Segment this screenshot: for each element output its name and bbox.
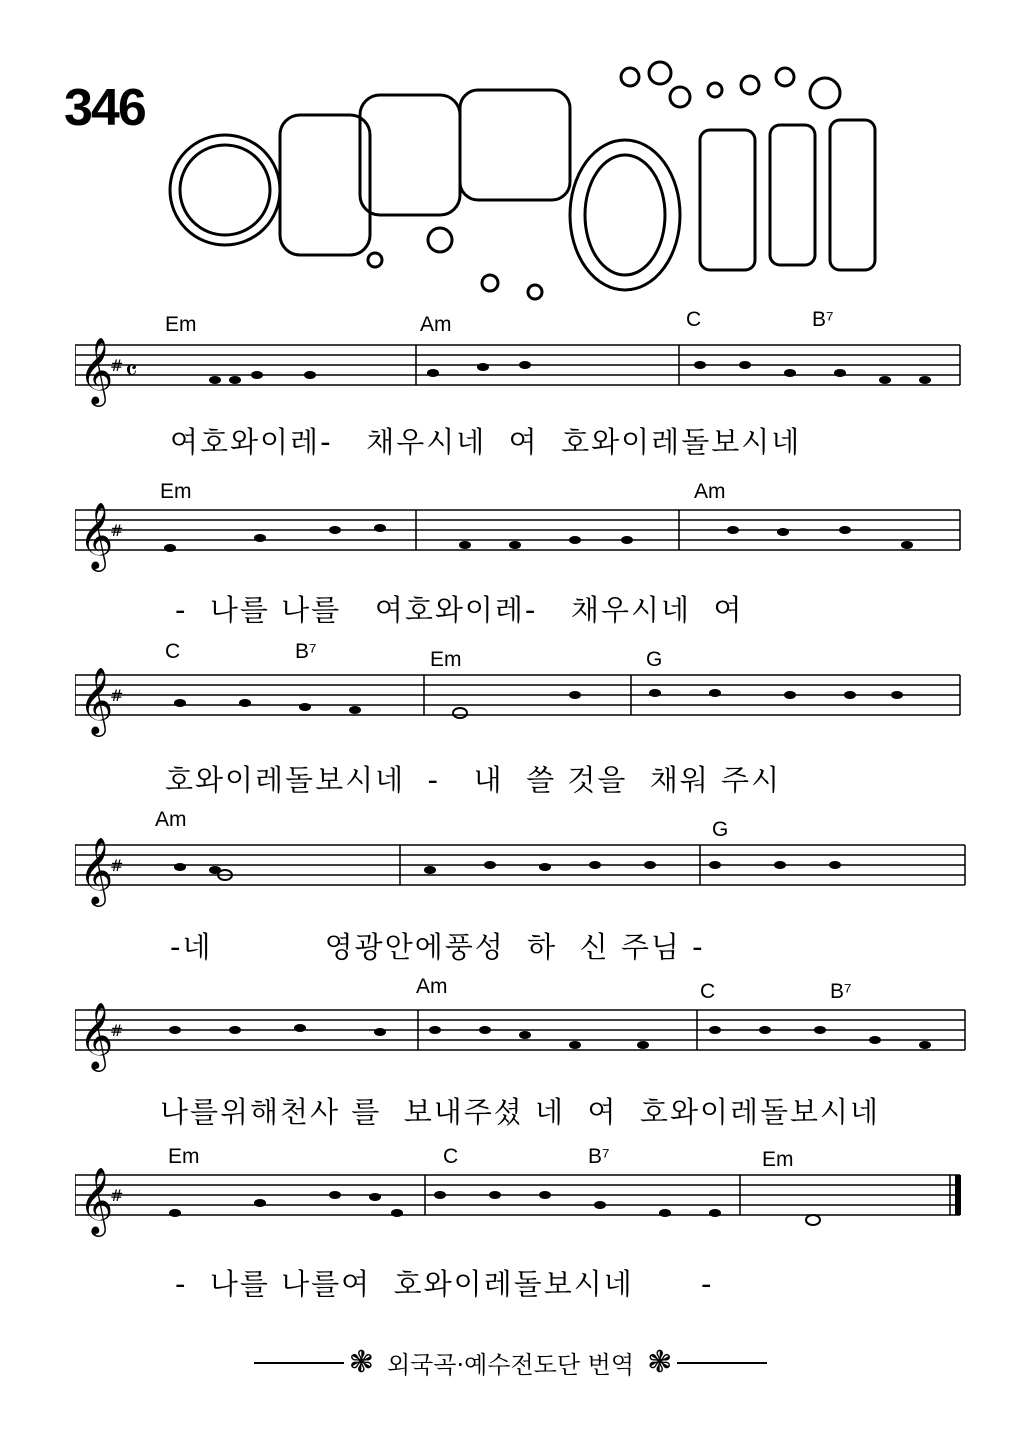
lyric-line: - 나를 나를 여호와이레- 채우시네 여 bbox=[175, 593, 744, 627]
chord: C bbox=[165, 640, 181, 663]
chord: B⁷ bbox=[588, 1145, 610, 1168]
chord: G bbox=[712, 818, 729, 841]
svg-text:𝄴: 𝄴 bbox=[125, 354, 138, 387]
svg-text:𝄞: 𝄞 bbox=[79, 501, 114, 569]
chord: Em bbox=[168, 1145, 200, 1168]
chord: Am bbox=[416, 975, 448, 998]
svg-text:#: # bbox=[110, 356, 124, 375]
svg-text:𝄞: 𝄞 bbox=[79, 836, 114, 904]
credit-text: 외국곡·예수전도단 번역 bbox=[386, 1351, 635, 1379]
chord: B⁷ bbox=[830, 980, 852, 1003]
chord: Am bbox=[420, 313, 452, 336]
svg-text:#: # bbox=[110, 856, 124, 875]
svg-text:𝄞: 𝄞 bbox=[79, 336, 114, 404]
lyric-line: 호와이레돌보시네 - 내 쓸 것을 채워 주시 bbox=[165, 763, 782, 797]
flower-icon: ❃ bbox=[348, 1345, 374, 1380]
chord: C bbox=[686, 308, 702, 331]
svg-text:𝄞: 𝄞 bbox=[79, 1001, 114, 1069]
music-staff bbox=[75, 1165, 970, 1240]
music-staff bbox=[75, 835, 970, 910]
lyric-line: - 나를 나를여 호와이레돌보시네 - bbox=[175, 1267, 714, 1301]
svg-text:𝄞: 𝄞 bbox=[79, 1166, 114, 1234]
chord: Am bbox=[155, 808, 187, 831]
music-staff bbox=[75, 335, 965, 410]
chord: C bbox=[443, 1145, 459, 1168]
lyric-line: 여호와이레- 채우시네 여 호와이레돌보시네 bbox=[170, 425, 802, 459]
chord: Em bbox=[430, 648, 462, 671]
music-staff bbox=[75, 500, 965, 575]
chord: B⁷ bbox=[812, 308, 834, 331]
title-logo bbox=[160, 55, 900, 305]
svg-text:#: # bbox=[110, 686, 124, 705]
chord: Em bbox=[762, 1148, 794, 1171]
chord: B⁷ bbox=[295, 640, 317, 663]
lyric-line: 나를위해천사 를 보내주셨 네 여 호와이레돌보시네 bbox=[160, 1095, 881, 1129]
lyric-line: -네 영광안에풍성 하 신 주님 - bbox=[170, 930, 705, 964]
chord: G bbox=[646, 648, 663, 671]
svg-text:#: # bbox=[110, 521, 124, 540]
chord: Em bbox=[160, 480, 192, 503]
credit bbox=[0, 1345, 1021, 1380]
hymn-number: 346 bbox=[64, 79, 145, 137]
divider bbox=[677, 1362, 767, 1364]
svg-text:#: # bbox=[110, 1021, 124, 1040]
music-staff bbox=[75, 665, 965, 740]
divider bbox=[254, 1362, 344, 1364]
chord: C bbox=[700, 980, 716, 1003]
chord: Am bbox=[694, 480, 726, 503]
svg-text:#: # bbox=[110, 1186, 124, 1205]
chord: Em bbox=[165, 313, 197, 336]
music-staff bbox=[75, 1000, 970, 1075]
flower-icon: ❃ bbox=[647, 1345, 673, 1380]
svg-text:𝄞: 𝄞 bbox=[79, 666, 114, 734]
